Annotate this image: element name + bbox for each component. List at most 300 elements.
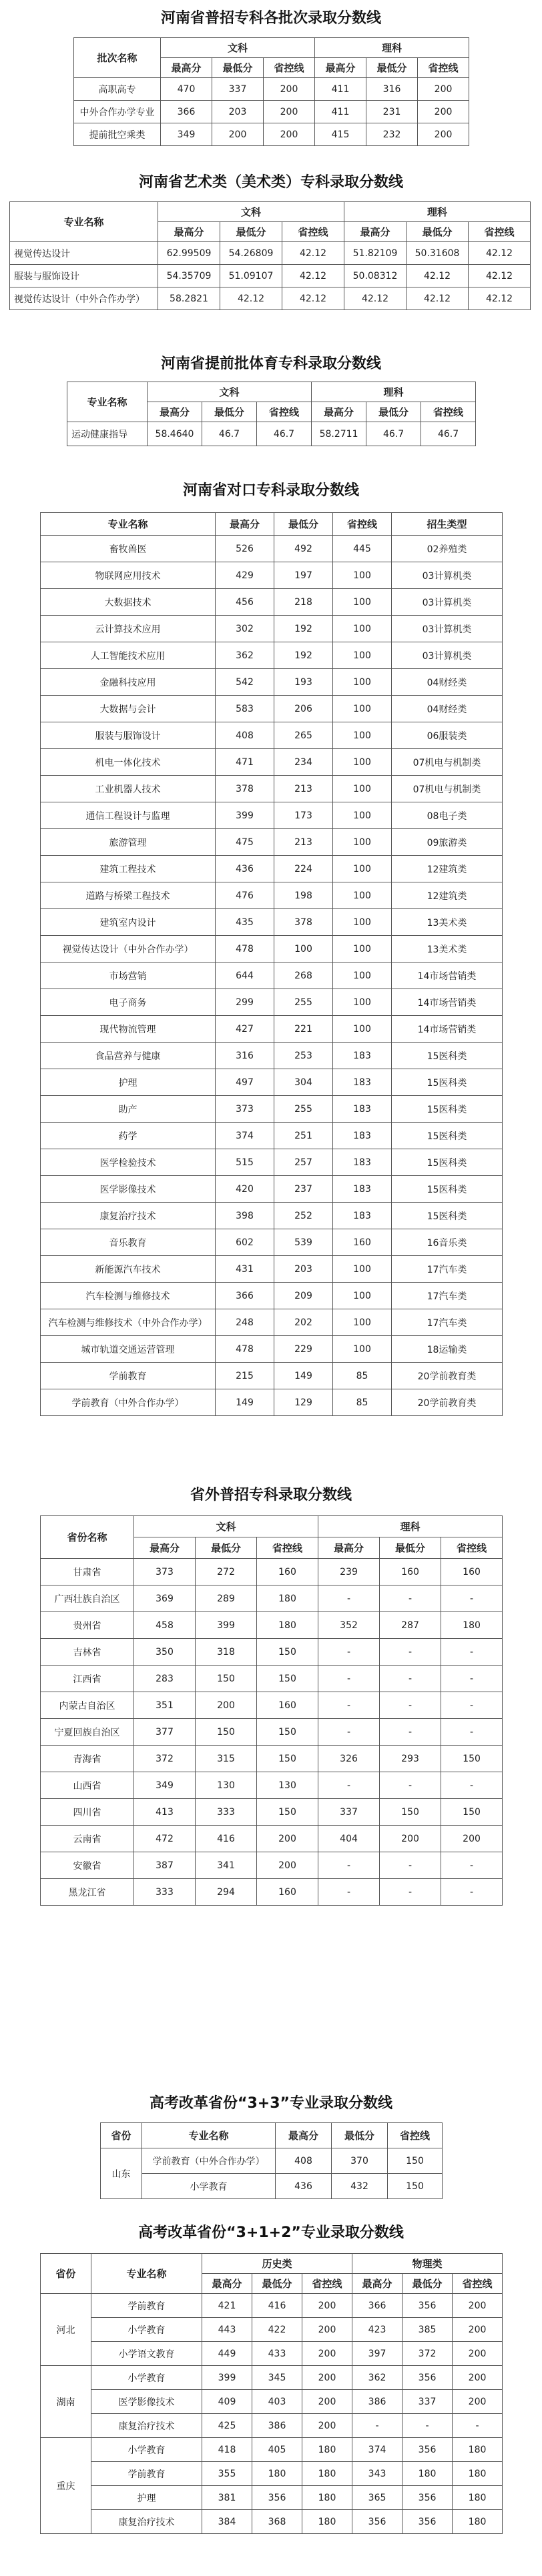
header-min: 最低分: [332, 2123, 388, 2148]
value-cell: 100: [333, 1256, 392, 1283]
major-cell: 学前教育: [91, 2462, 202, 2486]
value-cell: 356: [402, 2486, 453, 2510]
value-cell: 356: [252, 2486, 302, 2510]
header-min: 最低分: [212, 58, 264, 78]
value-cell: 07机电与机制类: [392, 776, 503, 802]
value-cell: 180: [302, 2462, 352, 2486]
value-cell: 221: [274, 1016, 333, 1043]
value-cell: 42.12: [282, 242, 344, 265]
row-label-cell: 工业机器人技术: [41, 776, 216, 802]
value-cell: 15医科类: [392, 1176, 503, 1203]
value-cell: 539: [274, 1229, 333, 1256]
province-cell: 河北: [41, 2294, 91, 2366]
value-cell: 09旅游类: [392, 829, 503, 856]
table-row: [41, 562, 503, 589]
header-province: 省份名称: [41, 1516, 134, 1559]
value-cell: 160: [257, 1879, 318, 1906]
table-outprovince-scores: [40, 1515, 503, 1906]
value-cell: 13美术类: [392, 909, 503, 936]
value-cell: 100: [333, 856, 392, 882]
table-row: [41, 1852, 503, 1879]
value-cell: 200: [212, 123, 264, 146]
table-row: [41, 989, 503, 1016]
row-label-cell: 旅游管理: [41, 829, 216, 856]
table-row: [41, 696, 503, 722]
row-label-cell: 大数据技术: [41, 589, 216, 616]
value-cell: -: [441, 1666, 503, 1692]
value-cell: 200: [264, 78, 315, 101]
value-cell: -: [318, 1639, 380, 1666]
value-cell: 431: [216, 1256, 274, 1283]
value-cell: 200: [418, 101, 469, 123]
table-row: [41, 1256, 503, 1283]
value-cell: 399: [196, 1612, 257, 1639]
header-min: 最低分: [274, 513, 333, 536]
value-cell: 160: [257, 1559, 318, 1585]
value-cell: 399: [202, 2366, 252, 2390]
table-row: [41, 882, 503, 909]
value-cell: 257: [274, 1149, 333, 1176]
value-cell: 232: [366, 123, 418, 146]
value-cell: 526: [216, 536, 274, 562]
row-label-cell: 新能源汽车技术: [41, 1256, 216, 1283]
value-cell: 15医科类: [392, 1069, 503, 1096]
row-label-cell: 通信工程设计与监理: [41, 802, 216, 829]
major-cell: 学前教育（中外合作办学）: [142, 2148, 276, 2174]
value-cell: 14市场营销类: [392, 989, 503, 1016]
header-max: 最高分: [158, 222, 220, 242]
value-cell: 372: [402, 2342, 453, 2366]
value-cell: 304: [274, 1069, 333, 1096]
value-cell: 183: [333, 1096, 392, 1123]
table-row: [41, 1879, 503, 1906]
row-label-cell: 汽车检测与维修技术（中外合作办学）: [41, 1309, 216, 1336]
value-cell: 366: [352, 2294, 402, 2318]
value-cell: 365: [352, 2486, 402, 2510]
row-label-cell: 江西省: [41, 1666, 134, 1692]
value-cell: 04财经类: [392, 669, 503, 696]
value-cell: 06服装类: [392, 722, 503, 749]
value-cell: 100: [333, 589, 392, 616]
value-cell: 478: [216, 936, 274, 962]
value-cell: 378: [274, 909, 333, 936]
table-batch-scores: [73, 37, 469, 146]
value-cell: 173: [274, 802, 333, 829]
value-cell: 15医科类: [392, 1043, 503, 1069]
table-art-scores: [9, 201, 531, 310]
row-label-cell: 视觉传达设计（中外合作办学）: [41, 936, 216, 962]
value-cell: 429: [216, 562, 274, 589]
header-li: 理科: [344, 202, 531, 222]
table-row: [41, 1799, 503, 1826]
row-label-cell: 汽车检测与维修技术: [41, 1283, 216, 1309]
value-cell: 351: [134, 1692, 196, 1719]
value-cell: 15医科类: [392, 1203, 503, 1229]
header-line: 省控线: [421, 402, 476, 422]
table-row: [41, 856, 503, 882]
value-cell: 202: [274, 1309, 333, 1336]
value-cell: 100: [333, 776, 392, 802]
table-row: [41, 1666, 503, 1692]
value-cell: 200: [302, 2318, 352, 2342]
row-label-cell: 机电一体化技术: [41, 749, 216, 776]
table-row: [41, 1746, 503, 1772]
table-row: [41, 1772, 503, 1799]
row-label-cell: 学前教育: [41, 1363, 216, 1389]
table-row: [10, 242, 531, 265]
header-li: 理科: [318, 1516, 503, 1537]
value-cell: 100: [333, 669, 392, 696]
table-row: [74, 101, 469, 123]
header-max: 最高分: [344, 222, 406, 242]
value-cell: 408: [276, 2148, 332, 2174]
row-label-cell: 建筑工程技术: [41, 856, 216, 882]
value-cell: 46.7: [366, 422, 421, 446]
header-max: 最高分: [276, 2123, 332, 2148]
value-cell: 16音乐类: [392, 1229, 503, 1256]
row-label-cell: 云计算技术应用: [41, 616, 216, 642]
row-label-cell: 运动健康指导: [67, 422, 148, 446]
table-row: [41, 722, 503, 749]
value-cell: 333: [196, 1799, 257, 1826]
table-row: [41, 1585, 503, 1612]
table-row: [41, 2438, 503, 2462]
table-row: [41, 2318, 503, 2342]
major-cell: 护理: [91, 2486, 202, 2510]
value-cell: 374: [352, 2438, 402, 2462]
table-row: [41, 2366, 503, 2390]
value-cell: 18运输类: [392, 1336, 503, 1363]
value-cell: 435: [216, 909, 274, 936]
value-cell: 42.12: [469, 287, 531, 310]
value-cell: 200: [453, 2390, 503, 2414]
table-row: [41, 2294, 503, 2318]
row-label-cell: 金融科技应用: [41, 669, 216, 696]
value-cell: 471: [216, 749, 274, 776]
value-cell: 149: [274, 1363, 333, 1389]
header-province: 省份: [41, 2254, 91, 2294]
value-cell: 200: [196, 1692, 257, 1719]
value-cell: 180: [302, 2438, 352, 2462]
value-cell: 180: [453, 2438, 503, 2462]
value-cell: 368: [252, 2510, 302, 2534]
header-li: 理科: [315, 38, 469, 58]
value-cell: 349: [134, 1772, 196, 1799]
value-cell: 150: [380, 1799, 441, 1826]
value-cell: 200: [302, 2390, 352, 2414]
value-cell: 100: [333, 909, 392, 936]
header-max: 最高分: [216, 513, 274, 536]
value-cell: 03计算机类: [392, 642, 503, 669]
table-33-scores: [100, 2122, 443, 2199]
value-cell: 100: [333, 882, 392, 909]
value-cell: 183: [333, 1203, 392, 1229]
table-row: [10, 265, 531, 287]
value-cell: 370: [332, 2148, 388, 2174]
value-cell: 150: [257, 1639, 318, 1666]
header-min: 最低分: [252, 2274, 302, 2294]
value-cell: 100: [333, 642, 392, 669]
value-cell: 299: [216, 989, 274, 1016]
value-cell: 58.2821: [158, 287, 220, 310]
value-cell: 02养殖类: [392, 536, 503, 562]
header-max: 最高分: [134, 1537, 196, 1559]
value-cell: 203: [212, 101, 264, 123]
table-row: [41, 669, 503, 696]
row-label-cell: 护理: [41, 1069, 216, 1096]
row-label-cell: 学前教育（中外合作办学）: [41, 1389, 216, 1416]
value-cell: 42.12: [406, 265, 469, 287]
row-label-cell: 甘肃省: [41, 1559, 134, 1585]
province-cell: 山东: [101, 2148, 142, 2199]
value-cell: 237: [274, 1176, 333, 1203]
value-cell: 42.12: [469, 265, 531, 287]
value-cell: 58.2711: [312, 422, 366, 446]
major-cell: 小学语文教育: [91, 2342, 202, 2366]
major-cell: 小学教育: [91, 2438, 202, 2462]
value-cell: 443: [202, 2318, 252, 2342]
row-label-cell: 人工智能技术应用: [41, 642, 216, 669]
table-row: [41, 2486, 503, 2510]
table-row: [41, 1043, 503, 1069]
value-cell: 445: [333, 536, 392, 562]
value-cell: 150: [257, 1799, 318, 1826]
value-cell: 234: [274, 749, 333, 776]
table-row: [41, 829, 503, 856]
value-cell: 160: [257, 1692, 318, 1719]
value-cell: 349: [161, 123, 212, 146]
value-cell: -: [318, 1585, 380, 1612]
value-cell: 318: [196, 1639, 257, 1666]
value-cell: 200: [453, 2294, 503, 2318]
header-line: 省控线: [302, 2274, 352, 2294]
table-312-scores: [40, 2253, 503, 2534]
row-label-cell: 广西壮族自治区: [41, 1585, 134, 1612]
value-cell: 198: [274, 882, 333, 909]
value-cell: 206: [274, 696, 333, 722]
value-cell: -: [380, 1879, 441, 1906]
value-cell: 515: [216, 1149, 274, 1176]
value-cell: 416: [196, 1826, 257, 1852]
value-cell: 411: [315, 101, 366, 123]
value-cell: 293: [380, 1746, 441, 1772]
value-cell: 54.35709: [158, 265, 220, 287]
value-cell: 268: [274, 962, 333, 989]
header-min: 最低分: [380, 1537, 441, 1559]
value-cell: 427: [216, 1016, 274, 1043]
table-vocational-scores: [40, 512, 503, 1416]
section7-title: 高考改革省份“3+1+2”专业录取分数线: [138, 2224, 404, 2241]
header-physics: 物理类: [352, 2254, 503, 2274]
table-row: [41, 1719, 503, 1746]
value-cell: -: [318, 1719, 380, 1746]
value-cell: 42.12: [282, 265, 344, 287]
value-cell: 385: [402, 2318, 453, 2342]
row-label-cell: 安徽省: [41, 1852, 134, 1879]
value-cell: 337: [212, 78, 264, 101]
value-cell: 200: [302, 2366, 352, 2390]
value-cell: 200: [418, 78, 469, 101]
header-min: 最低分: [196, 1537, 257, 1559]
value-cell: 150: [388, 2174, 443, 2199]
value-cell: 413: [134, 1799, 196, 1826]
value-cell: 356: [402, 2366, 453, 2390]
value-cell: 373: [134, 1559, 196, 1585]
value-cell: 200: [453, 2318, 503, 2342]
value-cell: 180: [453, 2462, 503, 2486]
value-cell: -: [318, 1666, 380, 1692]
value-cell: 644: [216, 962, 274, 989]
value-cell: 345: [252, 2366, 302, 2390]
value-cell: 160: [333, 1229, 392, 1256]
value-cell: 200: [264, 101, 315, 123]
header-major: 专业名称: [142, 2123, 276, 2148]
value-cell: 20学前教育类: [392, 1389, 503, 1416]
header-min: 最低分: [220, 222, 282, 242]
value-cell: 100: [333, 1283, 392, 1309]
table-row: [41, 1389, 503, 1416]
value-cell: 215: [216, 1363, 274, 1389]
value-cell: 15医科类: [392, 1096, 503, 1123]
table-row: [67, 422, 476, 446]
header-line: 省控线: [453, 2274, 503, 2294]
value-cell: 200: [380, 1826, 441, 1852]
value-cell: 377: [134, 1719, 196, 1746]
row-label-cell: 宁夏回族自治区: [41, 1719, 134, 1746]
table-row: [41, 1826, 503, 1852]
value-cell: 200: [453, 2342, 503, 2366]
value-cell: 100: [333, 696, 392, 722]
value-cell: 14市场营销类: [392, 1016, 503, 1043]
value-cell: 180: [441, 1612, 503, 1639]
header-line: 省控线: [257, 1537, 318, 1559]
value-cell: 180: [302, 2510, 352, 2534]
row-label-cell: 建筑室内设计: [41, 909, 216, 936]
value-cell: 100: [333, 1309, 392, 1336]
value-cell: 366: [216, 1283, 274, 1309]
value-cell: 160: [380, 1559, 441, 1585]
value-cell: 316: [366, 78, 418, 101]
value-cell: 352: [318, 1612, 380, 1639]
value-cell: -: [380, 1639, 441, 1666]
value-cell: 289: [196, 1585, 257, 1612]
value-cell: 356: [402, 2510, 453, 2534]
row-label-cell: 内蒙古自治区: [41, 1692, 134, 1719]
value-cell: 183: [333, 1123, 392, 1149]
value-cell: 416: [252, 2294, 302, 2318]
header-wen: 文科: [148, 382, 312, 402]
value-cell: 183: [333, 1043, 392, 1069]
value-cell: 433: [252, 2342, 302, 2366]
value-cell: 03计算机类: [392, 589, 503, 616]
value-cell: 180: [302, 2486, 352, 2510]
value-cell: 255: [274, 989, 333, 1016]
value-cell: 15医科类: [392, 1123, 503, 1149]
value-cell: 475: [216, 829, 274, 856]
value-cell: 333: [134, 1879, 196, 1906]
value-cell: 12建筑类: [392, 856, 503, 882]
value-cell: 192: [274, 642, 333, 669]
row-label-cell: 城市轨道交通运营管理: [41, 1336, 216, 1363]
value-cell: 218: [274, 589, 333, 616]
value-cell: 100: [333, 1016, 392, 1043]
value-cell: 08电子类: [392, 802, 503, 829]
value-cell: 17汽车类: [392, 1309, 503, 1336]
value-cell: 472: [134, 1826, 196, 1852]
value-cell: 46.7: [202, 422, 257, 446]
value-cell: 398: [216, 1203, 274, 1229]
header-min: 最低分: [402, 2274, 453, 2294]
row-label-cell: 助产: [41, 1096, 216, 1123]
value-cell: 341: [196, 1852, 257, 1879]
value-cell: 399: [216, 802, 274, 829]
value-cell: 387: [134, 1852, 196, 1879]
value-cell: 362: [352, 2366, 402, 2390]
value-cell: 381: [202, 2486, 252, 2510]
value-cell: 355: [202, 2462, 252, 2486]
value-cell: 46.7: [421, 422, 476, 446]
value-cell: 17汽车类: [392, 1283, 503, 1309]
value-cell: 542: [216, 669, 274, 696]
value-cell: 316: [216, 1043, 274, 1069]
header-line: 省控线: [418, 58, 469, 78]
value-cell: 315: [196, 1746, 257, 1772]
row-label-cell: 现代物流管理: [41, 1016, 216, 1043]
header-min: 最低分: [202, 402, 257, 422]
table-row: [41, 2342, 503, 2366]
table-row: [10, 287, 531, 310]
value-cell: 100: [333, 1336, 392, 1363]
value-cell: 200: [257, 1852, 318, 1879]
value-cell: 213: [274, 776, 333, 802]
header-batch: 批次名称: [74, 38, 161, 78]
value-cell: 200: [302, 2414, 352, 2438]
value-cell: 193: [274, 669, 333, 696]
table-row: [41, 2390, 503, 2414]
value-cell: 369: [134, 1585, 196, 1612]
header-line: 省控线: [388, 2123, 443, 2148]
row-label-cell: 服装与服饰设计: [41, 722, 216, 749]
value-cell: 42.12: [406, 287, 469, 310]
value-cell: 409: [202, 2390, 252, 2414]
header-type: 招生类型: [392, 513, 503, 536]
value-cell: 160: [441, 1559, 503, 1585]
value-cell: 239: [318, 1559, 380, 1585]
value-cell: 62.99509: [158, 242, 220, 265]
value-cell: 150: [257, 1746, 318, 1772]
table-row: [41, 1123, 503, 1149]
value-cell: 384: [202, 2510, 252, 2534]
value-cell: 85: [333, 1389, 392, 1416]
value-cell: -: [380, 1666, 441, 1692]
value-cell: 13美术类: [392, 936, 503, 962]
value-cell: -: [380, 1719, 441, 1746]
header-wen: 文科: [134, 1516, 318, 1537]
section2-title: 河南省艺术类（美术类）专科录取分数线: [138, 174, 403, 191]
value-cell: 03计算机类: [392, 562, 503, 589]
header-max: 最高分: [202, 2274, 252, 2294]
major-cell: 康复治疗技术: [91, 2510, 202, 2534]
table-row: [41, 1176, 503, 1203]
value-cell: 420: [216, 1176, 274, 1203]
header-major: 专业名称: [41, 513, 216, 536]
value-cell: 51.82109: [344, 242, 406, 265]
header-major: 专业名称: [67, 382, 148, 422]
header-min: 最低分: [366, 402, 421, 422]
value-cell: 418: [202, 2438, 252, 2462]
row-label-cell: 中外合作办学专业: [74, 101, 161, 123]
row-label-cell: 贵州省: [41, 1612, 134, 1639]
